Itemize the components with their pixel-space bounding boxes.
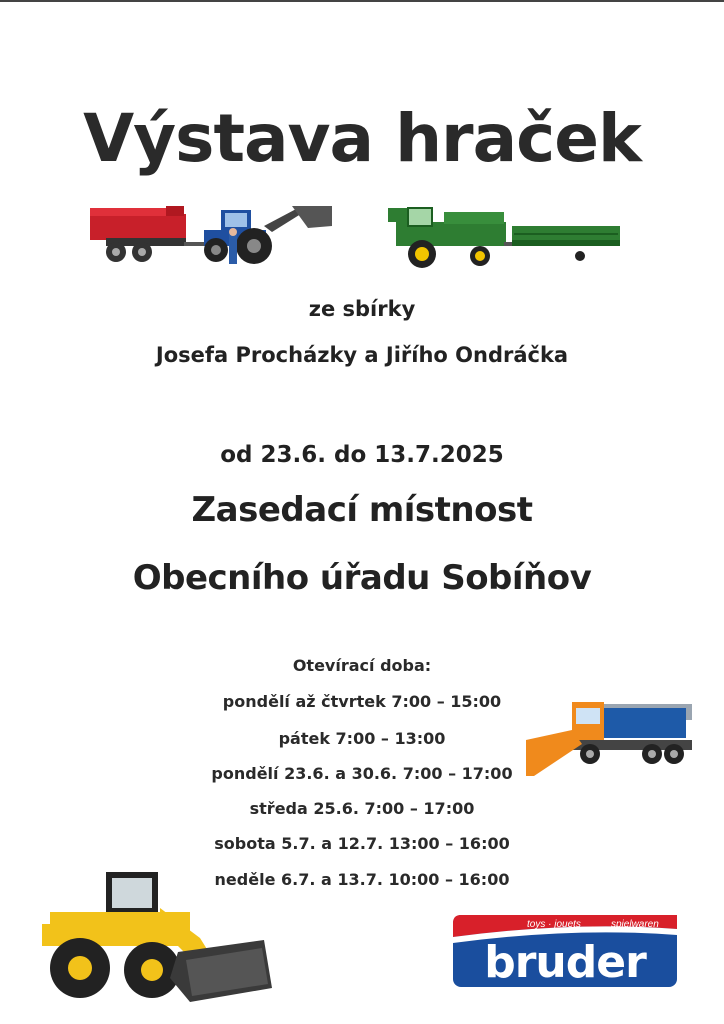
subtitle: ze sbírky [308, 297, 416, 321]
opening-hours-line: pátek 7:00 – 13:00 [278, 729, 446, 748]
page-title: Výstava hraček [83, 100, 641, 177]
logo-tagline-right: spielwaren [611, 919, 659, 930]
opening-hours-line: neděle 6.7. a 13.7. 10:00 – 16:00 [214, 870, 510, 889]
logo-wordmark: bruder [484, 937, 646, 987]
opening-hours-heading: Otevírací doba: [292, 656, 432, 675]
opening-hours-line: sobota 5.7. a 12.7. 13:00 – 16:00 [214, 834, 510, 853]
opening-hours-line: pondělí až čtvrtek 7:00 – 15:00 [222, 692, 502, 711]
wheel-loader-image [40, 868, 274, 1004]
collectors-line: Josefa Procházky a Jiřího Ondráčka [155, 343, 569, 367]
venue-line-1: Zasedací místnost [191, 490, 533, 530]
opening-hours-line: pondělí 23.6. a 30.6. 7:00 – 17:00 [211, 764, 513, 783]
venue-line-2: Obecního úřadu Sobíňov [132, 558, 592, 598]
opening-hours-line: středa 25.6. 7:00 – 17:00 [249, 799, 475, 818]
top-border [0, 0, 724, 2]
logo-tagline-left: toys · jouets [527, 919, 581, 930]
tractor-with-trailer-image [86, 204, 336, 272]
snowplow-truck-image [524, 696, 696, 778]
combine-harvester-image [384, 204, 624, 270]
exhibition-dates: od 23.6. do 13.7.2025 [220, 442, 504, 468]
bruder-logo [453, 915, 677, 987]
